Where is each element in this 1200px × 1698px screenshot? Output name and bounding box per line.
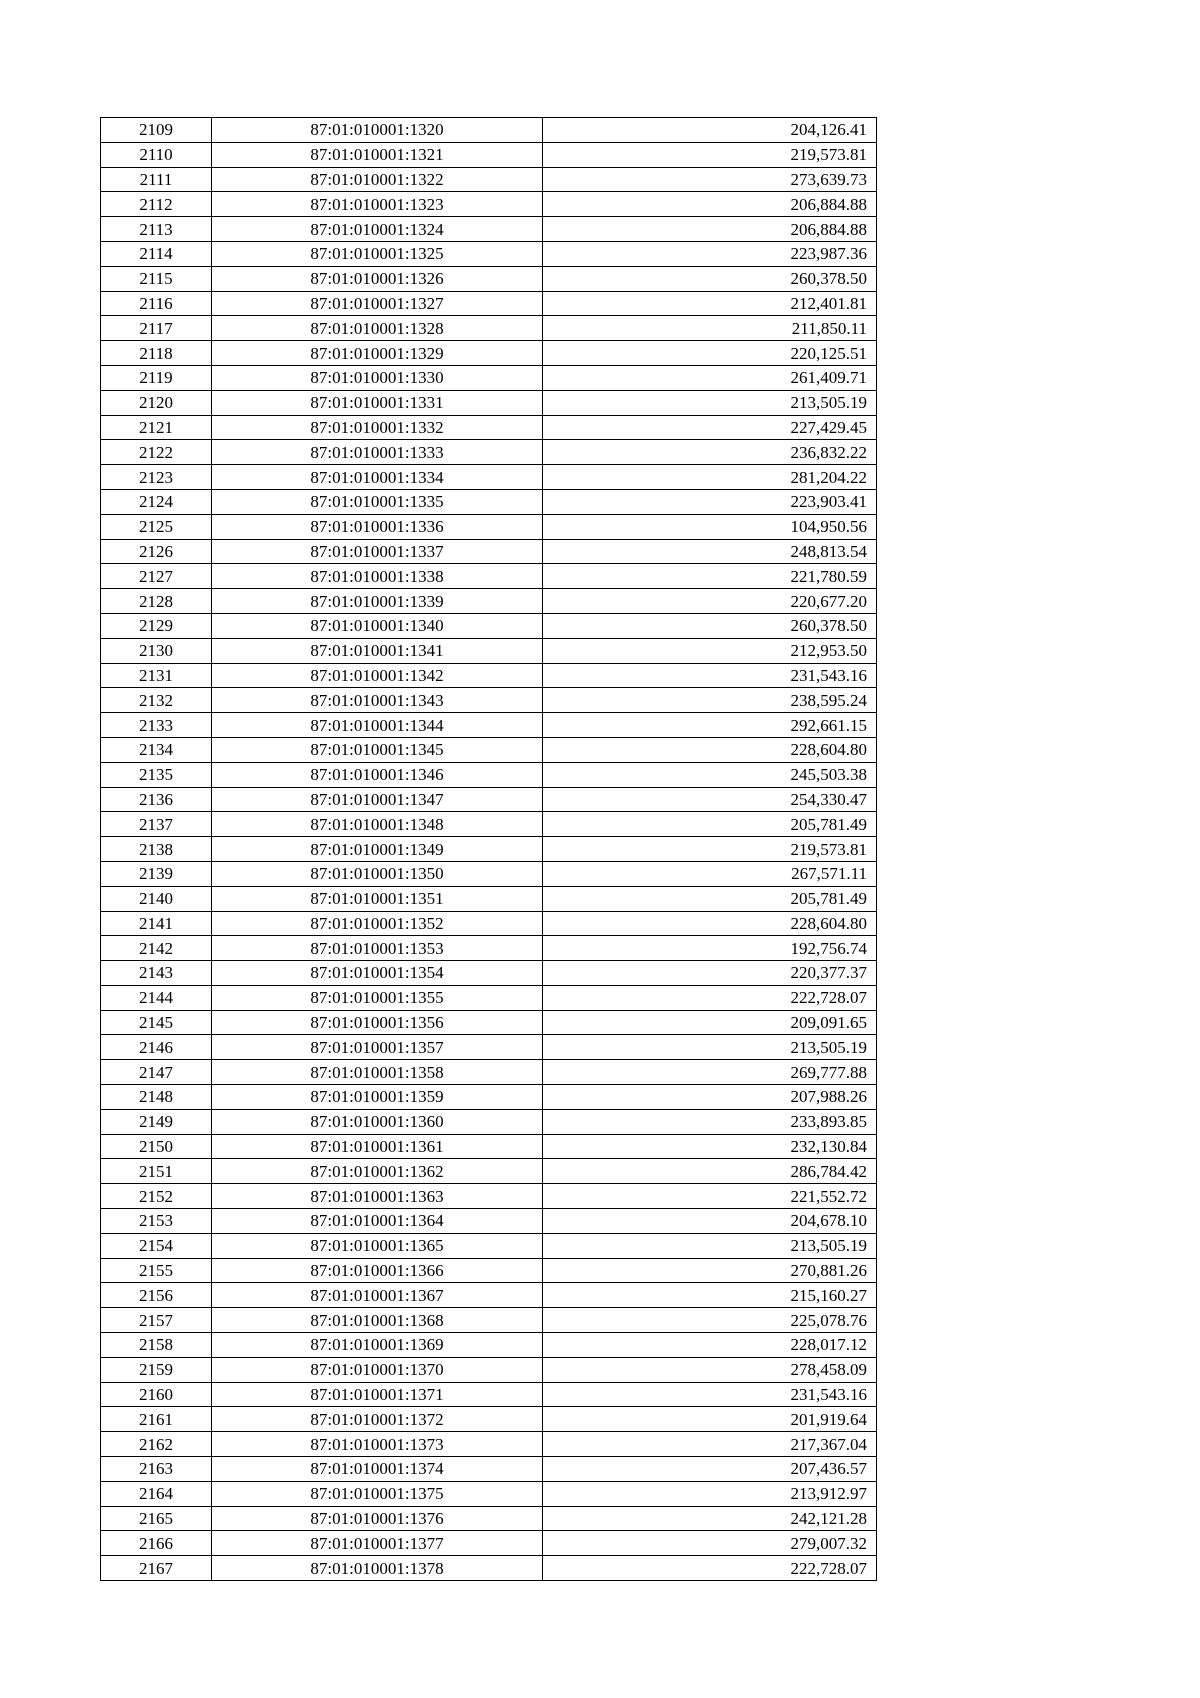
cadastral-number-cell: 87:01:010001:1368 — [212, 1308, 543, 1333]
row-number-cell: 2134 — [101, 737, 212, 762]
cadastral-number-cell: 87:01:010001:1342 — [212, 663, 543, 688]
row-number-cell: 2132 — [101, 688, 212, 713]
row-number-cell: 2161 — [101, 1407, 212, 1432]
row-number-cell: 2150 — [101, 1134, 212, 1159]
cadastral-number-cell: 87:01:010001:1349 — [212, 837, 543, 862]
value-cell: 215,160.27 — [543, 1283, 877, 1308]
cadastral-number-cell: 87:01:010001:1375 — [212, 1481, 543, 1506]
cadastral-number-cell: 87:01:010001:1356 — [212, 1010, 543, 1035]
value-cell: 220,677.20 — [543, 589, 877, 614]
value-cell: 221,780.59 — [543, 564, 877, 589]
row-number-cell: 2116 — [101, 291, 212, 316]
row-number-cell: 2141 — [101, 911, 212, 936]
row-number-cell: 2149 — [101, 1109, 212, 1134]
row-number-cell: 2130 — [101, 638, 212, 663]
cadastral-number-cell: 87:01:010001:1336 — [212, 514, 543, 539]
table-row — [101, 1184, 877, 1209]
row-number-cell: 2125 — [101, 514, 212, 539]
cadastral-number-cell: 87:01:010001:1344 — [212, 713, 543, 738]
table-row — [101, 142, 877, 167]
row-number-cell: 2162 — [101, 1432, 212, 1457]
table-row — [101, 390, 877, 415]
value-cell: 213,505.19 — [543, 390, 877, 415]
value-cell: 279,007.32 — [543, 1531, 877, 1556]
table-row — [101, 415, 877, 440]
row-number-cell: 2148 — [101, 1085, 212, 1110]
value-cell: 217,367.04 — [543, 1432, 877, 1457]
row-number-cell: 2151 — [101, 1159, 212, 1184]
cadastral-number-cell: 87:01:010001:1341 — [212, 638, 543, 663]
table-row — [101, 638, 877, 663]
cadastral-number-cell: 87:01:010001:1340 — [212, 613, 543, 638]
value-cell: 213,505.19 — [543, 1233, 877, 1258]
cadastral-number-cell: 87:01:010001:1324 — [212, 217, 543, 242]
value-cell: 206,884.88 — [543, 192, 877, 217]
table-row — [101, 1258, 877, 1283]
cadastral-number-cell: 87:01:010001:1351 — [212, 886, 543, 911]
cadastral-number-cell: 87:01:010001:1369 — [212, 1333, 543, 1358]
row-number-cell: 2109 — [101, 118, 212, 143]
row-number-cell: 2115 — [101, 266, 212, 291]
value-cell: 221,552.72 — [543, 1184, 877, 1209]
row-number-cell: 2160 — [101, 1382, 212, 1407]
row-number-cell: 2113 — [101, 217, 212, 242]
table-row — [101, 737, 877, 762]
table-row — [101, 241, 877, 266]
table-row — [101, 1382, 877, 1407]
table-row — [101, 787, 877, 812]
table-row — [101, 1233, 877, 1258]
row-number-cell: 2147 — [101, 1060, 212, 1085]
row-number-cell: 2127 — [101, 564, 212, 589]
row-number-cell: 2158 — [101, 1333, 212, 1358]
table-row — [101, 1134, 877, 1159]
cadastral-number-cell: 87:01:010001:1345 — [212, 737, 543, 762]
value-cell: 261,409.71 — [543, 365, 877, 390]
row-number-cell: 2153 — [101, 1209, 212, 1234]
row-number-cell: 2138 — [101, 837, 212, 862]
table-row — [101, 663, 877, 688]
cadastral-number-cell: 87:01:010001:1372 — [212, 1407, 543, 1432]
value-cell: 260,378.50 — [543, 613, 877, 638]
cadastral-number-cell: 87:01:010001:1355 — [212, 985, 543, 1010]
table-row — [101, 985, 877, 1010]
value-cell: 278,458.09 — [543, 1357, 877, 1382]
cadastral-number-cell: 87:01:010001:1323 — [212, 192, 543, 217]
table-row — [101, 192, 877, 217]
value-cell: 273,639.73 — [543, 167, 877, 192]
cadastral-number-cell: 87:01:010001:1333 — [212, 440, 543, 465]
cadastral-number-cell: 87:01:010001:1361 — [212, 1134, 543, 1159]
cadastral-number-cell: 87:01:010001:1326 — [212, 266, 543, 291]
row-number-cell: 2119 — [101, 365, 212, 390]
row-number-cell: 2122 — [101, 440, 212, 465]
cadastral-number-cell: 87:01:010001:1334 — [212, 465, 543, 490]
row-number-cell: 2156 — [101, 1283, 212, 1308]
value-cell: 207,436.57 — [543, 1457, 877, 1482]
row-number-cell: 2114 — [101, 241, 212, 266]
cadastral-number-cell: 87:01:010001:1352 — [212, 911, 543, 936]
cadastral-number-cell: 87:01:010001:1358 — [212, 1060, 543, 1085]
table-row — [101, 1109, 877, 1134]
value-cell: 269,777.88 — [543, 1060, 877, 1085]
cadastral-number-cell: 87:01:010001:1322 — [212, 167, 543, 192]
table-row — [101, 365, 877, 390]
value-cell: 236,832.22 — [543, 440, 877, 465]
cadastral-number-cell: 87:01:010001:1335 — [212, 489, 543, 514]
cadastral-number-cell: 87:01:010001:1337 — [212, 539, 543, 564]
table-row — [101, 489, 877, 514]
value-cell: 204,678.10 — [543, 1209, 877, 1234]
table-row — [101, 291, 877, 316]
cadastral-number-cell: 87:01:010001:1377 — [212, 1531, 543, 1556]
table-row — [101, 514, 877, 539]
cadastral-number-cell: 87:01:010001:1327 — [212, 291, 543, 316]
table-row — [101, 911, 877, 936]
value-cell: 207,988.26 — [543, 1085, 877, 1110]
row-number-cell: 2164 — [101, 1481, 212, 1506]
value-cell: 223,903.41 — [543, 489, 877, 514]
table-row — [101, 1060, 877, 1085]
table-row — [101, 1209, 877, 1234]
table-row — [101, 713, 877, 738]
table-row — [101, 266, 877, 291]
table-row — [101, 1159, 877, 1184]
table-row — [101, 837, 877, 862]
value-cell: 104,950.56 — [543, 514, 877, 539]
table-row — [101, 1308, 877, 1333]
table-row — [101, 1010, 877, 1035]
value-cell: 227,429.45 — [543, 415, 877, 440]
cadastral-number-cell: 87:01:010001:1365 — [212, 1233, 543, 1258]
row-number-cell: 2145 — [101, 1010, 212, 1035]
cadastral-number-cell: 87:01:010001:1363 — [212, 1184, 543, 1209]
table-row — [101, 1556, 877, 1581]
row-number-cell: 2157 — [101, 1308, 212, 1333]
row-number-cell: 2166 — [101, 1531, 212, 1556]
cadastral-number-cell: 87:01:010001:1347 — [212, 787, 543, 812]
value-cell: 212,953.50 — [543, 638, 877, 663]
value-cell: 222,728.07 — [543, 985, 877, 1010]
cadastral-number-cell: 87:01:010001:1321 — [212, 142, 543, 167]
value-cell: 228,604.80 — [543, 911, 877, 936]
table-row — [101, 936, 877, 961]
row-number-cell: 2154 — [101, 1233, 212, 1258]
row-number-cell: 2126 — [101, 539, 212, 564]
cadastral-number-cell: 87:01:010001:1339 — [212, 589, 543, 614]
value-cell: 192,756.74 — [543, 936, 877, 961]
cadastral-number-cell: 87:01:010001:1366 — [212, 1258, 543, 1283]
row-number-cell: 2128 — [101, 589, 212, 614]
value-cell: 281,204.22 — [543, 465, 877, 490]
cadastral-number-cell: 87:01:010001:1359 — [212, 1085, 543, 1110]
row-number-cell: 2120 — [101, 390, 212, 415]
value-cell: 212,401.81 — [543, 291, 877, 316]
table-row — [101, 440, 877, 465]
row-number-cell: 2136 — [101, 787, 212, 812]
value-cell: 220,377.37 — [543, 961, 877, 986]
cadastral-number-cell: 87:01:010001:1370 — [212, 1357, 543, 1382]
value-cell: 211,850.11 — [543, 316, 877, 341]
table-row — [101, 1283, 877, 1308]
row-number-cell: 2137 — [101, 812, 212, 837]
cadastral-number-cell: 87:01:010001:1354 — [212, 961, 543, 986]
row-number-cell: 2129 — [101, 613, 212, 638]
row-number-cell: 2123 — [101, 465, 212, 490]
value-cell: 205,781.49 — [543, 886, 877, 911]
value-cell: 248,813.54 — [543, 539, 877, 564]
cadastral-number-cell: 87:01:010001:1353 — [212, 936, 543, 961]
table-row — [101, 539, 877, 564]
cadastral-number-cell: 87:01:010001:1364 — [212, 1209, 543, 1234]
value-cell: 205,781.49 — [543, 812, 877, 837]
cadastral-number-cell: 87:01:010001:1360 — [212, 1109, 543, 1134]
value-cell: 242,121.28 — [543, 1506, 877, 1531]
cadastral-number-cell: 87:01:010001:1346 — [212, 762, 543, 787]
row-number-cell: 2152 — [101, 1184, 212, 1209]
table-row — [101, 465, 877, 490]
cadastral-number-cell: 87:01:010001:1329 — [212, 341, 543, 366]
table-row — [101, 167, 877, 192]
table-row — [101, 1481, 877, 1506]
row-number-cell: 2139 — [101, 861, 212, 886]
row-number-cell: 2159 — [101, 1357, 212, 1382]
row-number-cell: 2121 — [101, 415, 212, 440]
row-number-cell: 2140 — [101, 886, 212, 911]
row-number-cell: 2163 — [101, 1457, 212, 1482]
value-cell: 292,661.15 — [543, 713, 877, 738]
cadastral-number-cell: 87:01:010001:1331 — [212, 390, 543, 415]
value-cell: 222,728.07 — [543, 1556, 877, 1581]
row-number-cell: 2146 — [101, 1035, 212, 1060]
table-row — [101, 1333, 877, 1358]
table-row — [101, 1357, 877, 1382]
cadastral-number-cell: 87:01:010001:1371 — [212, 1382, 543, 1407]
table-row — [101, 886, 877, 911]
value-cell: 232,130.84 — [543, 1134, 877, 1159]
row-number-cell: 2110 — [101, 142, 212, 167]
value-cell: 209,091.65 — [543, 1010, 877, 1035]
value-cell: 260,378.50 — [543, 266, 877, 291]
row-number-cell: 2155 — [101, 1258, 212, 1283]
table-row — [101, 861, 877, 886]
cadastral-number-cell: 87:01:010001:1338 — [212, 564, 543, 589]
table-row — [101, 613, 877, 638]
cadastral-number-cell: 87:01:010001:1343 — [212, 688, 543, 713]
value-cell: 231,543.16 — [543, 1382, 877, 1407]
value-cell: 223,987.36 — [543, 241, 877, 266]
table-row — [101, 1531, 877, 1556]
value-cell: 201,919.64 — [543, 1407, 877, 1432]
value-cell: 270,881.26 — [543, 1258, 877, 1283]
value-cell: 267,571.11 — [543, 861, 877, 886]
row-number-cell: 2142 — [101, 936, 212, 961]
table-row — [101, 217, 877, 242]
table-row — [101, 1457, 877, 1482]
row-number-cell: 2117 — [101, 316, 212, 341]
table-row — [101, 1407, 877, 1432]
value-cell: 233,893.85 — [543, 1109, 877, 1134]
value-cell: 213,912.97 — [543, 1481, 877, 1506]
table-row — [101, 762, 877, 787]
value-cell: 225,078.76 — [543, 1308, 877, 1333]
cadastral-number-cell: 87:01:010001:1376 — [212, 1506, 543, 1531]
cadastral-number-cell: 87:01:010001:1330 — [212, 365, 543, 390]
cadastral-number-cell: 87:01:010001:1373 — [212, 1432, 543, 1457]
cadastral-number-cell: 87:01:010001:1367 — [212, 1283, 543, 1308]
row-number-cell: 2112 — [101, 192, 212, 217]
cadastral-number-cell: 87:01:010001:1378 — [212, 1556, 543, 1581]
cadastral-number-cell: 87:01:010001:1320 — [212, 118, 543, 143]
cadastral-number-cell: 87:01:010001:1325 — [212, 241, 543, 266]
value-cell: 254,330.47 — [543, 787, 877, 812]
value-cell: 219,573.81 — [543, 142, 877, 167]
table-row — [101, 1085, 877, 1110]
value-cell: 204,126.41 — [543, 118, 877, 143]
table-body — [101, 118, 877, 1581]
row-number-cell: 2135 — [101, 762, 212, 787]
value-cell: 231,543.16 — [543, 663, 877, 688]
value-cell: 220,125.51 — [543, 341, 877, 366]
row-number-cell: 2165 — [101, 1506, 212, 1531]
row-number-cell: 2124 — [101, 489, 212, 514]
table-row — [101, 1035, 877, 1060]
table-row — [101, 589, 877, 614]
cadastral-number-cell: 87:01:010001:1350 — [212, 861, 543, 886]
value-cell: 219,573.81 — [543, 837, 877, 862]
value-cell: 206,884.88 — [543, 217, 877, 242]
cadastral-number-cell: 87:01:010001:1332 — [212, 415, 543, 440]
table-row — [101, 688, 877, 713]
table-row — [101, 316, 877, 341]
data-table — [100, 117, 877, 1581]
cadastral-number-cell: 87:01:010001:1374 — [212, 1457, 543, 1482]
row-number-cell: 2133 — [101, 713, 212, 738]
value-cell: 228,604.80 — [543, 737, 877, 762]
table-row — [101, 812, 877, 837]
cadastral-number-cell: 87:01:010001:1348 — [212, 812, 543, 837]
value-cell: 245,503.38 — [543, 762, 877, 787]
table-row — [101, 341, 877, 366]
table-row — [101, 1506, 877, 1531]
row-number-cell: 2167 — [101, 1556, 212, 1581]
row-number-cell: 2118 — [101, 341, 212, 366]
table-row — [101, 1432, 877, 1457]
value-cell: 286,784.42 — [543, 1159, 877, 1184]
table-row — [101, 564, 877, 589]
row-number-cell: 2131 — [101, 663, 212, 688]
value-cell: 228,017.12 — [543, 1333, 877, 1358]
table-row — [101, 118, 877, 143]
cadastral-number-cell: 87:01:010001:1362 — [212, 1159, 543, 1184]
row-number-cell: 2111 — [101, 167, 212, 192]
row-number-cell: 2143 — [101, 961, 212, 986]
row-number-cell: 2144 — [101, 985, 212, 1010]
value-cell: 238,595.24 — [543, 688, 877, 713]
value-cell: 213,505.19 — [543, 1035, 877, 1060]
cadastral-number-cell: 87:01:010001:1328 — [212, 316, 543, 341]
cadastral-number-cell: 87:01:010001:1357 — [212, 1035, 543, 1060]
table-row — [101, 961, 877, 986]
